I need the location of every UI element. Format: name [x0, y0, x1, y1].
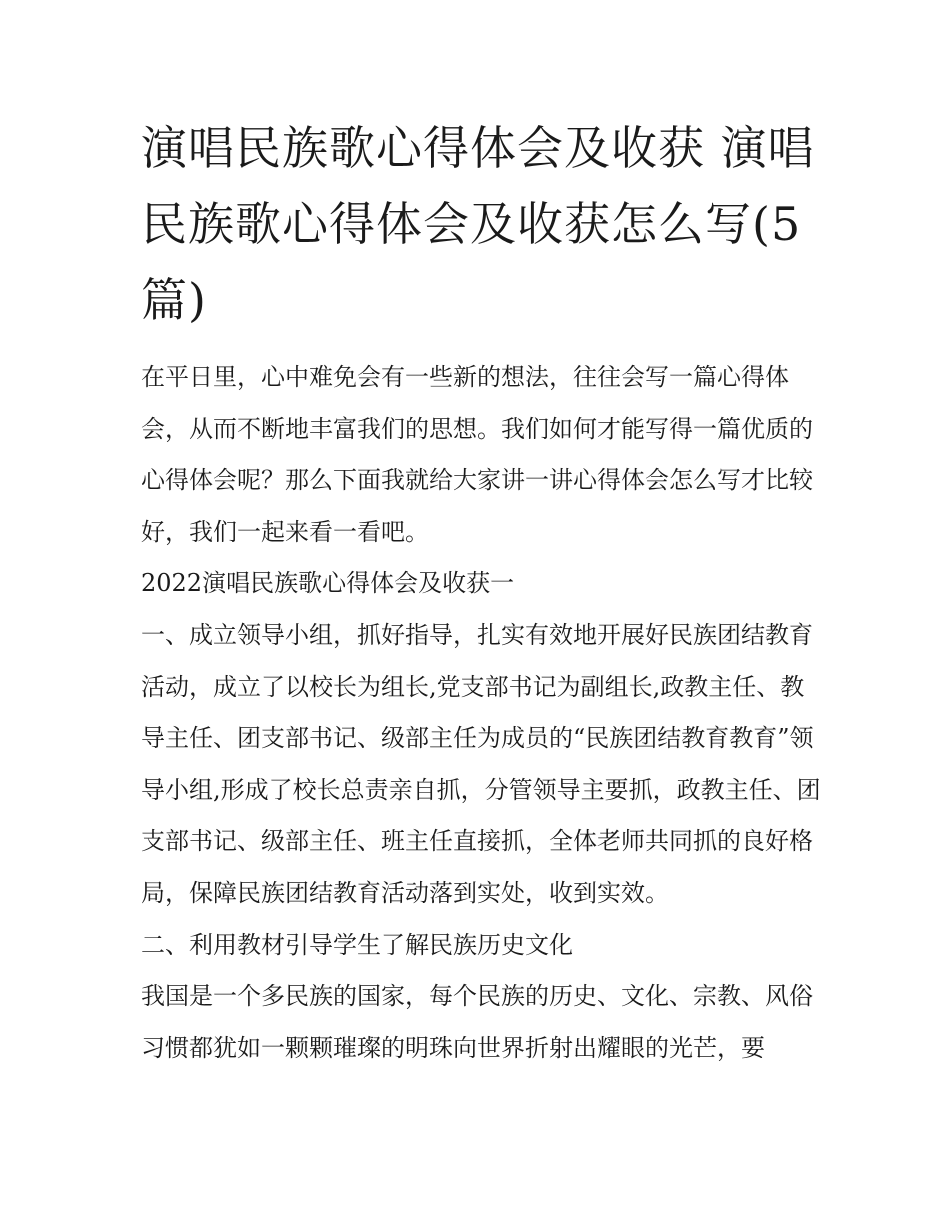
title-block [141, 110, 821, 338]
intro-paragraph: 在平日里，心中难免会有一些新的想法，往往会写一篇心得体会，从而不断地丰富我们的思想。我们如何才能写得一篇优质的心得体会呢？那么下面我就给大家讲一讲心得体会怎么写才比较好，我们一起来看一看吧。 [141, 363, 813, 546]
document-body [141, 110, 821, 1074]
body-paragraph: 我国是一个多民族的国家，每个民族的历史、文化、宗教、风俗习惯都犹如一颗颗璀璨的明珠向世界折射出耀眼的光芒，要 [141, 982, 813, 1062]
document-title: 演唱民族歌心得体会及收获 演唱民族歌心得体会及收获怎么写(5篇) [141, 121, 815, 327]
section-heading: 2022演唱民族歌心得体会及收获一 [141, 569, 515, 598]
subsection-heading: 二、利用教材引导学生了解民族历史文化 [141, 930, 573, 959]
body-paragraph: 一、成立领导小组，抓好指导，扎实有效地开展好民族团结教育活动，成立了以校长为组长,党支部书记为副组长,政教主任、教导主任、团支部书记、级部主任为成员的“民族团结教育教育”领导小组,形成了校长总责亲自抓，分管领导主要抓，政教主任、团支部书记、级部主任、班主任直接抓，全体老师共同抓的良好格局，保障民族团结教育活动落到实处，收到实效。 [141, 620, 821, 907]
